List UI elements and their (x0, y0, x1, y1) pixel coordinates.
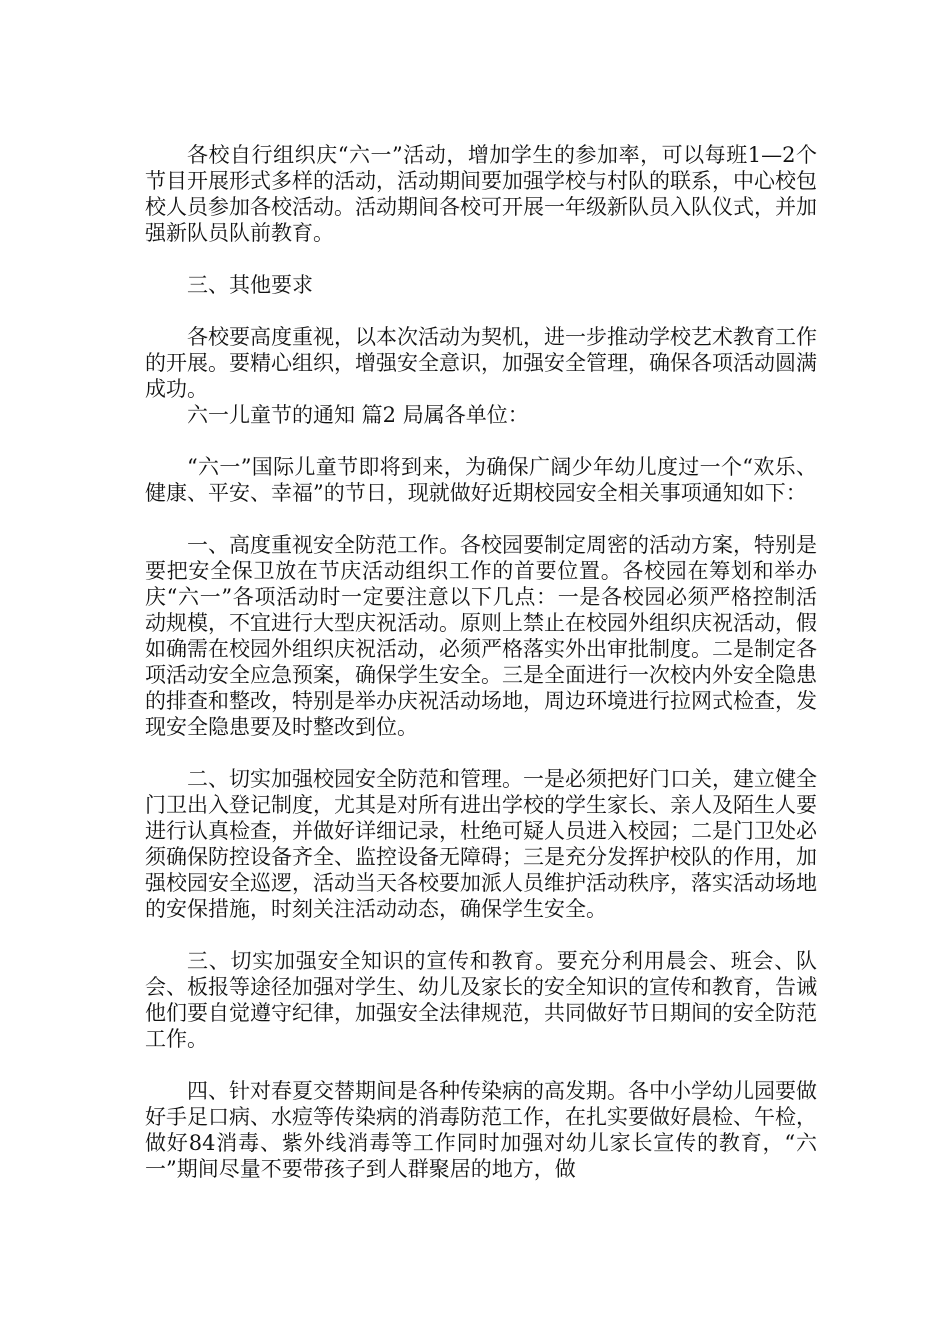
paragraph-item-three: 三、切实加强安全知识的宣传和教育。要充分利用晨会、班会、队会、板报等途径加强对学生、幼儿及家长的安全知识的宣传和教育，告诫他们要自觉遵守纪律，加强安全法律规范，共同做好节日期间的安全防范工作。 (145, 949, 817, 1051)
paragraph-notice-intro: “六一”国际儿童节即将到来，为确保广阔少年幼儿度过一个“欢乐、健康、平安、幸福”的节日，现就做好近期校园安全相关事项通知如下： (145, 455, 817, 505)
paragraph-requirements: 各校要高度重视，以本次活动为契机，进一步推动学校艺术教育工作的开展。要精心组织，增强安全意识，加强安全管理，确保各项活动圆满成功。 (145, 325, 817, 401)
notice-title-line: 六一儿童节的通知 篇2 局属各单位： (187, 403, 529, 427)
paragraph-item-two: 二、切实加强校园安全防范和管理。一是必须把好门口关，建立健全门卫出入登记制度，尤其是对所有进出学校的学生家长、亲人及陌生人要进行认真检查，并做好详细记录，杜绝可疑人员进入校园；二是门卫处必须确保防控设备齐全、监控设备无障碍；三是充分发挥护校队的作用，加强校园安全巡逻，活动当天各校要加派人员维护活动秩序，落实活动场地的安保措施，时刻关注活动动态，确保学生安全。 (145, 767, 817, 921)
paragraph-item-four: 四、针对春夏交替期间是各种传染病的高发期。各中小学幼儿园要做好手足口病、水痘等传染病的消毒防范工作，在扎实要做好晨检、午检，做好84消毒、紫外线消毒等工作同时加强对幼儿家长宣传的教育，“六一”期间尽量不要带孩子到人群聚居的地方，做 (145, 1079, 817, 1181)
document-body (145, 142, 817, 1182)
section-heading-other-requirements: 三、其他要求 (187, 273, 313, 297)
paragraph-item-one: 一、高度重视安全防范工作。各校园要制定周密的活动方案，特别是要把安全保卫放在节庆活动组织工作的首要位置。各校园在筹划和举办庆“六一”各项活动时一定要注意以下几点：一是各校园必须严格控制活动规模，不宜进行大型庆祝活动。原则上禁止在校园外组织庆祝活动，假如确需在校园外组织庆祝活动，必须严格落实外出审批制度。二是制定各项活动安全应急预案，确保学生安全。三是全面进行一次校内外安全隐患的排查和整改，特别是举办庆祝活动场地，周边环境进行拉网式检查，发现安全隐患要及时整改到位。 (145, 533, 817, 739)
paragraph-activity-organization: 各校自行组织庆“六一”活动，增加学生的参加率，可以每班1—2个节目开展形式多样的活动，活动期间要加强学校与村队的联系，中心校包校人员参加各校活动。活动期间各校可开展一年级新队员入队仪式，并加强新队员队前教育。 (145, 143, 817, 245)
